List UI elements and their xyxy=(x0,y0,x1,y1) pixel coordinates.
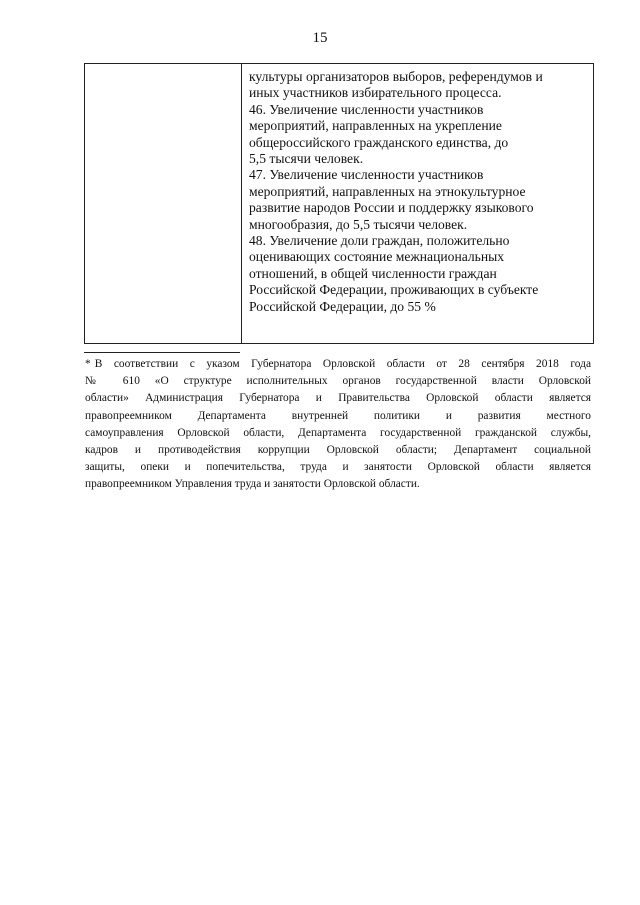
table-text-line: оценивающих состояние межнациональных xyxy=(249,249,505,265)
document-table xyxy=(84,63,594,344)
footnote-line: защиты, опеки и попечительства, труда и занятости Орловской области является xyxy=(85,461,591,474)
table-right-cell xyxy=(242,64,593,343)
table-text-line: 46. Увеличение численности участников xyxy=(249,101,484,117)
table-text-line: мероприятий, направленных на этнокультурное xyxy=(249,183,526,199)
table-text-line: развитие народов России и поддержку языкового xyxy=(249,200,534,216)
table-text-line: иных участников избирательного процесса. xyxy=(249,85,502,101)
page-number: 15 xyxy=(312,30,328,46)
table-text-line: 5,5 тысячи человек. xyxy=(249,151,364,167)
footnote xyxy=(85,356,591,494)
table-text-line: общероссийского гражданского единства, до xyxy=(249,134,509,150)
footnote-line: самоуправления Орловской области, Департамента государственной гражданской службы, xyxy=(85,426,591,439)
footnote-line: правопреемником Управления труда и занятости Орловской области. xyxy=(85,478,420,491)
footnote-line: области» Администрация Губернатора и Правительства Орловской области является xyxy=(85,392,591,405)
footnote-line: правопреемником Департамента внутренней политики и развития местного xyxy=(85,409,591,422)
footnote-line: кадров и противодействия коррупции Орловской области; Департамент социальной xyxy=(85,444,591,457)
table-text-line: 48. Увеличение доли граждан, положительно xyxy=(249,233,510,249)
table-left-cell xyxy=(85,64,242,343)
footnote-line xyxy=(85,356,591,373)
footnote-separator xyxy=(84,352,240,353)
footnote-line: № 610 «О структуре исполнительных органов государственной власти Орловской xyxy=(85,375,591,388)
table-text-line: Российской Федерации, проживающих в субъекте xyxy=(249,282,539,298)
footnote-mark: * xyxy=(85,358,91,370)
table-text-line: культуры организаторов выборов, референдумов и xyxy=(249,69,543,84)
footnote-line-text: В соответствии с указом Губернатора Орловской области от 28 сентября 2018 года xyxy=(94,358,591,370)
table-text-line: Российской Федерации, до 55 % xyxy=(249,298,436,314)
table-text-line: многообразия, до 5,5 тысячи человек. xyxy=(249,216,468,232)
table-text-line: 47. Увеличение численности участников xyxy=(249,167,484,183)
table-text-line: отношений, в общей численности граждан xyxy=(249,265,497,281)
table-text-line: мероприятий, направленных на укрепление xyxy=(249,118,502,134)
